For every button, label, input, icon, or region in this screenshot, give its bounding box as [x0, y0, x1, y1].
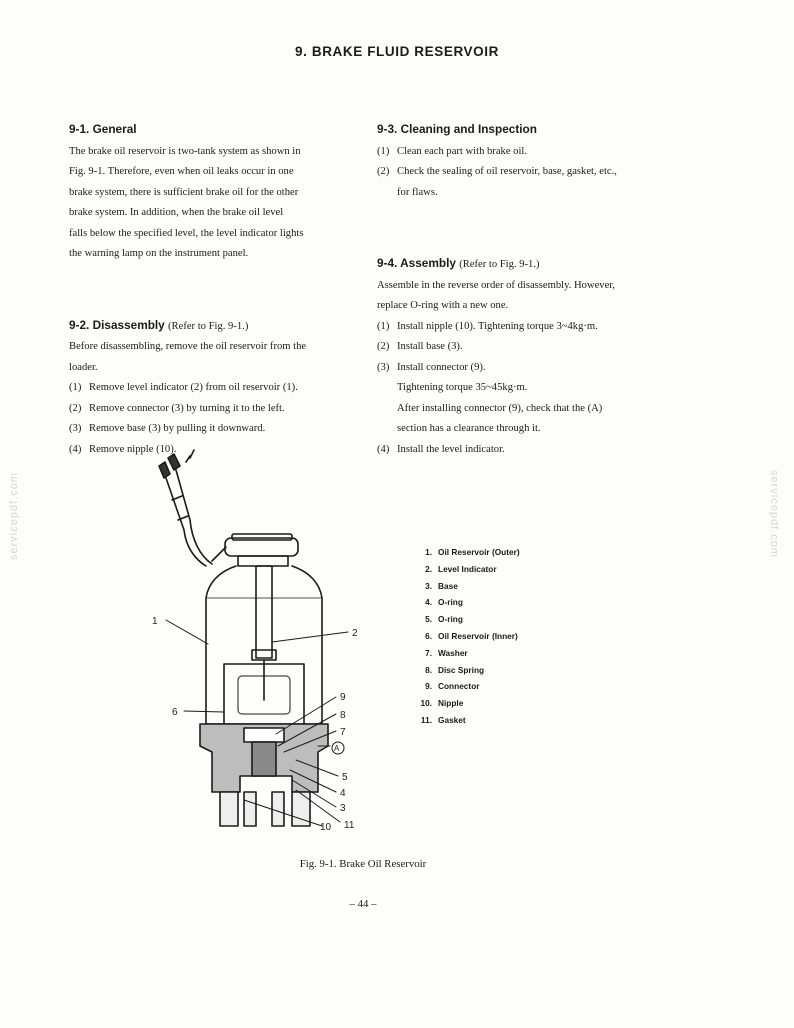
section-heading-disassembly: [69, 315, 354, 338]
callout-label: 4: [340, 788, 346, 799]
legend-item: [410, 662, 520, 679]
callout-label: 9: [340, 692, 346, 703]
legend-number: 3.: [425, 580, 432, 591]
leader-line: [244, 800, 322, 826]
step-continuation: After installing connector (9), check that the (A): [397, 402, 603, 414]
callout-label: 7: [340, 727, 346, 738]
step-number: (4): [69, 443, 82, 455]
callout-label: 10: [320, 822, 332, 833]
legend-item: [410, 561, 520, 578]
watermark-right: servicepdf.com: [768, 470, 780, 558]
step-continuation: for flaws.: [397, 186, 438, 198]
legend-number: 11.: [420, 714, 432, 725]
outer-reservoir: [206, 566, 322, 724]
right-column: [377, 119, 667, 460]
list-item: [377, 317, 667, 338]
legend-label: Washer: [438, 647, 468, 658]
legend-label: Connector: [438, 681, 480, 692]
step-number: (2): [377, 166, 390, 177]
figure-caption: Fig. 9-1. Brake Oil Reservoir: [299, 858, 427, 870]
legend-number: 10.: [420, 698, 432, 709]
reservoir-base: [200, 724, 328, 792]
callout-label: 1: [152, 616, 158, 627]
step-text: Remove nipple (10).: [89, 443, 177, 455]
legend-number: 5.: [425, 614, 432, 625]
legend-item: [410, 611, 520, 628]
legend-item: [410, 578, 520, 595]
general-line: falls below the specified level, the level indicator lights: [69, 227, 304, 239]
inner-reservoir: [224, 664, 304, 724]
legend-label: Nipple: [438, 698, 464, 709]
step-number: (1): [377, 320, 390, 332]
step-text: Clean each part with brake oil.: [397, 145, 528, 157]
legend-item: [410, 678, 520, 695]
leader-line: [292, 780, 336, 807]
section-heading-assembly: [377, 253, 667, 276]
leader-line: [284, 731, 336, 752]
disassembly-intro: loader.: [69, 361, 98, 373]
disassembly-title: 9-2. Disassembly: [69, 317, 165, 332]
disassembly-ref: (Refer to Fig. 9-1.): [168, 320, 249, 332]
callout-label: 3: [340, 803, 346, 814]
level-indicator-stem: [256, 566, 272, 658]
legend-label: Disc Spring: [438, 664, 485, 675]
list-item: [377, 440, 667, 461]
callout-a-circle: [332, 742, 344, 754]
legend-number: 8.: [425, 664, 432, 675]
list-item: [377, 142, 667, 163]
legend-item: [410, 628, 520, 645]
legend-number: 4.: [425, 597, 432, 608]
step-text: Check the sealing of oil reservoir, base, gasket, etc.,: [397, 166, 617, 177]
disassembly-intro: Before disassembling, remove the oil reservoir from the: [69, 341, 307, 352]
step-text: Install nipple (10). Tightening torque 3~4kg·m.: [397, 320, 598, 332]
step-number: (3): [69, 423, 82, 434]
leader-line: [296, 760, 338, 776]
legend-label: O-ring: [438, 597, 463, 608]
step-continuation: Tightening torque 35~45kg·m.: [397, 382, 528, 393]
leader-line: [184, 711, 224, 712]
general-line: The brake oil reservoir is two-tank system as shown in: [69, 145, 301, 157]
step-number: (3): [377, 361, 390, 373]
page-number: – 44 –: [349, 898, 377, 910]
wire: [166, 478, 206, 566]
general-line: the warning lamp on the instrument panel.: [69, 248, 249, 259]
callout-label: 2: [352, 628, 358, 639]
legend-number: 1.: [425, 547, 432, 557]
list-item: [377, 162, 667, 183]
callout-label: 6: [172, 707, 178, 718]
legend-item: [410, 645, 520, 662]
legend-number: 2.: [425, 563, 432, 574]
assembly-intro: replace O-ring with a new one.: [377, 300, 509, 311]
leader-line: [272, 632, 348, 642]
step-text: Install the level indicator.: [397, 443, 505, 455]
leader-line: [290, 770, 336, 792]
legend-label: O-ring: [438, 614, 463, 625]
general-line: Fig. 9-1. Therefore, even when oil leaks occur in one: [69, 166, 294, 177]
list-item: [69, 378, 354, 399]
callout-label: 8: [340, 710, 346, 721]
list-item: [69, 440, 354, 461]
legend-label: Level Indicator: [438, 563, 497, 574]
parts-legend: [410, 544, 520, 729]
legend-number: 6.: [425, 630, 432, 641]
legend-label: Oil Reservoir (Outer): [438, 547, 520, 557]
nipple: [292, 792, 310, 826]
step-number: (2): [377, 341, 390, 352]
nipple: [220, 792, 238, 826]
assembly-intro: Assemble in the reverse order of disassembly. However,: [377, 279, 616, 291]
legend-label: Base: [438, 580, 458, 591]
page-title: 9. BRAKE FLUID RESERVOIR: [295, 44, 499, 59]
legend-number: 9.: [425, 681, 432, 692]
step-number: (1): [69, 382, 82, 393]
section-heading-general: 9-1. General: [69, 122, 137, 136]
leader-line: [276, 697, 336, 734]
left-column: [69, 119, 354, 460]
general-line: brake system. In addition, when the brake oil level: [69, 207, 284, 218]
list-item: [69, 399, 354, 420]
step-continuation: section has a clearance through it.: [397, 423, 541, 434]
legend-label: Gasket: [438, 714, 466, 725]
wire: [176, 470, 212, 564]
leader-line: [166, 620, 208, 644]
section-heading-cleaning: 9-3. Cleaning and Inspection: [377, 122, 537, 136]
list-item: [69, 419, 354, 440]
leader-line: [278, 714, 336, 746]
list-item: [377, 337, 667, 358]
callout-label: A: [334, 744, 340, 753]
callout-label: 5: [342, 772, 348, 783]
step-number: (4): [377, 443, 390, 455]
step-number: (2): [69, 402, 82, 414]
step-text: Remove connector (3) by turning it to the left.: [89, 402, 285, 414]
legend-item: [410, 594, 520, 611]
step-text: Install connector (9).: [397, 361, 486, 373]
wire-connector: [159, 462, 170, 478]
leader-line: [296, 790, 340, 822]
step-text: Remove level indicator (2) from oil reservoir (1).: [89, 382, 298, 393]
legend-item: [410, 712, 520, 729]
assembly-title: 9-4. Assembly: [377, 256, 456, 270]
step-number: (1): [377, 145, 390, 157]
step-text: Remove base (3) by pulling it downward.: [89, 423, 266, 434]
callout-label: 11: [344, 820, 355, 831]
legend-item: [410, 695, 520, 712]
reservoir-cap: [225, 538, 298, 556]
legend-number: 7.: [425, 647, 432, 658]
watermark-left: servicepdf.com: [8, 472, 20, 560]
list-item: [377, 358, 667, 379]
assembly-ref: (Refer to Fig. 9-1.): [459, 259, 540, 270]
legend-label: Oil Reservoir (Inner): [438, 630, 518, 641]
step-text: Install base (3).: [397, 341, 463, 352]
general-line: brake system, there is sufficient brake oil for the other: [69, 186, 299, 198]
legend-item: [410, 544, 520, 561]
